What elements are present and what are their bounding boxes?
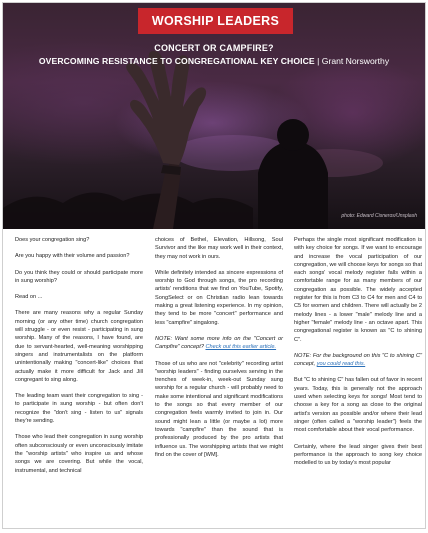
raised-hand-illustration xyxy=(3,3,425,229)
earlier-article-link[interactable]: Check out this earlier article. xyxy=(205,344,277,351)
subtitle-text: OVERCOMING RESISTANCE TO CONGREGATIONAL KEY CHOICE xyxy=(38,56,315,66)
article-column-3 xyxy=(294,236,422,475)
note-text: NOTE: Want some more info on the "Concert or Campfire" concept? xyxy=(155,335,283,351)
note-paragraph xyxy=(294,352,422,369)
person-silhouette xyxy=(258,141,328,229)
note-text: NOTE: For the background on this "C to shining C" concept, xyxy=(294,352,422,368)
article-title: CONCERT OR CAMPFIRE? xyxy=(154,43,274,53)
article-column-1 xyxy=(15,236,143,483)
author-byline: | Grant Norsworthy xyxy=(317,56,390,66)
section-banner: WORSHIP LEADERS xyxy=(138,8,293,34)
crowd-silhouette xyxy=(3,192,253,229)
background-link[interactable]: you could read this. xyxy=(316,361,366,368)
photo-credit: photo: Edward Cisneros/Unsplash xyxy=(341,213,417,219)
paragraph: Perhaps the single most significant modification is with key choice for songs. If we want to encourage and increase the vocal participation of our congregation, we will choose keys for songs so that each songs' vocal melody register falls within a comfortable range for as many members of our congregation as possible. The widely accepted register for this is from C3 to C4 for men and C4 to C5 for women and children. There will actually be 2 melody lines - a lower "male" melody line and a higher "female" melody line - an octave apart. This congregational register is known as "C to shining C". xyxy=(294,237,422,343)
hero-photo xyxy=(3,3,425,229)
article-subtitle xyxy=(3,56,425,66)
person-head xyxy=(277,119,309,151)
note-paragraph xyxy=(155,335,283,352)
magazine-page xyxy=(2,2,426,529)
article-column-2 xyxy=(155,236,283,467)
paragraph: Certainly, where the lead singer gives their best performance is the approach to song key choice modelled to us by today's most popular xyxy=(294,443,422,467)
paragraph: choices of Bethel, Elevation, Hillsong, Soul Survivor and the like may work well in their context, they may not work in ours. xyxy=(155,237,283,260)
paragraph: Does your congregation sing? xyxy=(15,237,90,243)
paragraph: Do you think they could or should participate more in sung worship? xyxy=(15,269,143,284)
paragraph: Those of us who are not "celebrity" recording artist "worship leaders" - finding ourselves serving in the trenches of week-in, week-out Sunday sung worship for a regular church - will probably need to make some intentional and significant modifications to the songs so that every member of our congregation feels warmly invited to join in. Our sound might lean a little (or maybe a lot) more towards "campfire" than the sound that is professionally produced by the pro artists that influence us. The worshipping artists that we might find on the cover of [WM]. xyxy=(155,360,283,458)
paragraph: The leading team want their congregation to sing - to participate in sung worship - but often don't recognize the "don't sing - listen to us" signals they're sending. xyxy=(15,393,143,425)
paragraph: Those who lead their congregation in sung worship often subconsciously or even unconsciously imitate the "worship artists" who inspire us and whose songs we are covering. But while the vocal, instrumental, and technical xyxy=(15,434,143,474)
paragraph: Are you happy with their volume and passion? xyxy=(15,253,130,260)
paragraph: Read on ... xyxy=(15,294,43,301)
paragraph: While definitely intended as sincere expressions of worship to God through songs, the pro recording artists' renditions that we find on YouTube, Spotify, SongSelect or on Christian radio lean towards making a great listening experience. In my opinion, they tend to be more "concert" performance and less "campfire" singalong. xyxy=(155,269,283,326)
paragraph: There are many reasons why a regular Sunday morning (or any other time) church congregation will struggle - or even resist - participating in sung worship. Many of the reasons, I have found, are due to servant-hearted, well-meaning worshipping singers and instrumentalists on the platform unintentionally making "concert-like" choices that actually make it more difficult for Jack and Jill congregant to sing along. xyxy=(15,310,143,383)
paragraph: But "C to shining C" has fallen out of favor in recent years. Today, this is generally not the approach used when selecting keys for songs! Most tend to choose a key for a song as close to the original artist's version as possible and/or where their lead singer (often called a "worship leader") feels the most comfortable about their vocal performance. xyxy=(294,377,422,434)
